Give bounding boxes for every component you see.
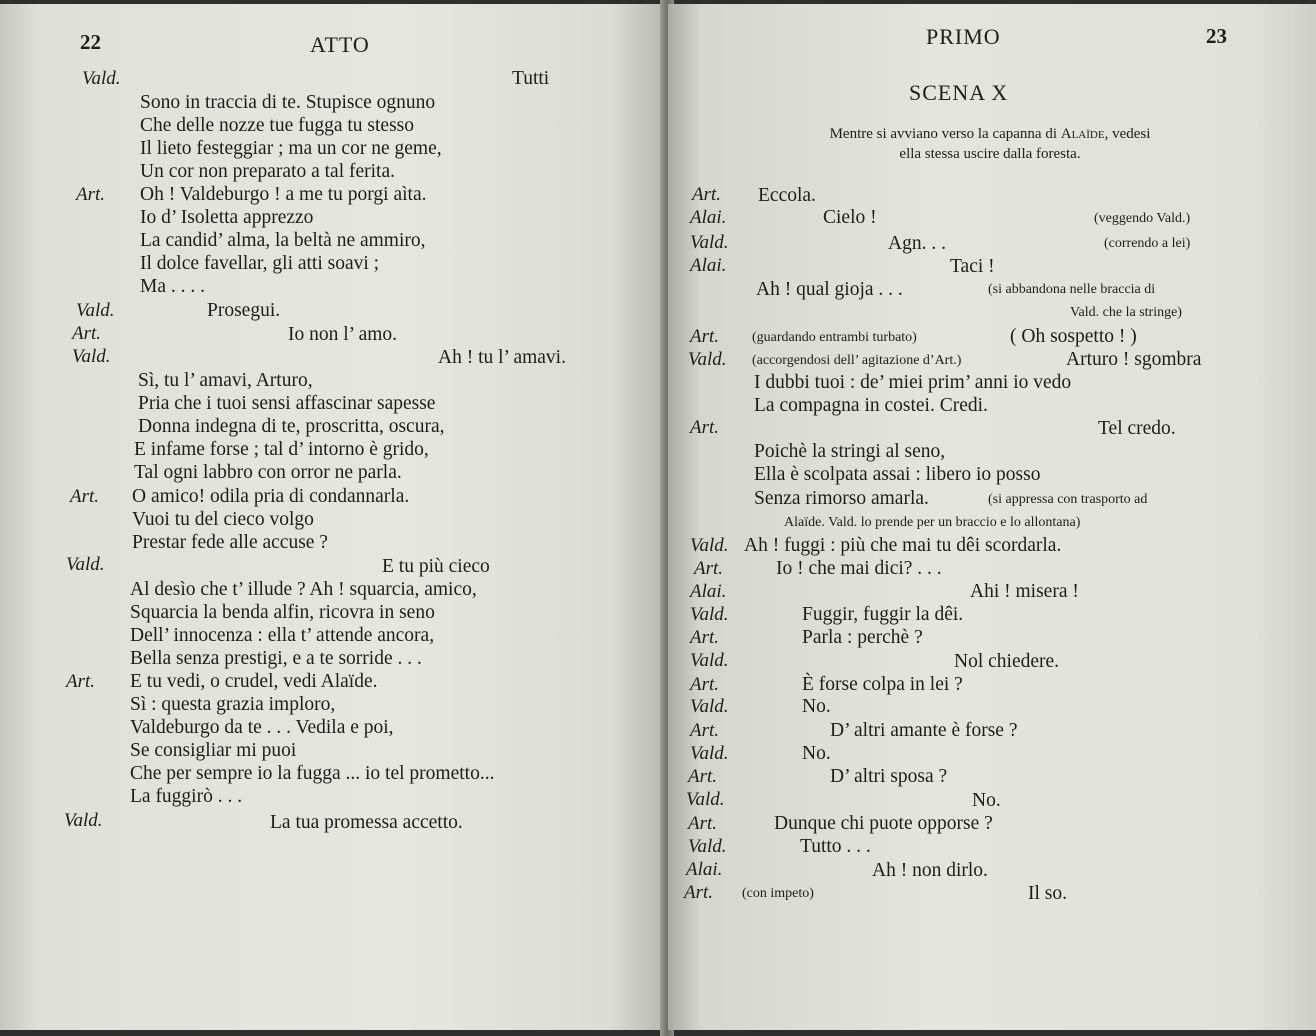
speaker: Art. (690, 720, 720, 741)
speaker: Vald. (690, 696, 729, 717)
speaker: Vald. (688, 349, 727, 370)
speaker: Art. (690, 674, 720, 695)
stage-direction-note: (si abbandona nelle braccia di (988, 282, 1156, 297)
speaker: Vald. (66, 554, 105, 575)
stage-direction-note: (correndo a lei) (1104, 236, 1191, 251)
verse-line: Bella senza prestigi, e a te sorride . . . (130, 648, 422, 669)
verse-line: Fuggir, fuggir la dêi. (802, 604, 964, 625)
speaker: Vald. (64, 810, 103, 831)
verse-line: Io non l’ amo. (288, 324, 398, 345)
speaker: Art. (688, 766, 718, 787)
verse-line: Prosegui. (207, 300, 281, 321)
verse-line: Ma . . . . (140, 276, 205, 297)
verse-line: E tu più cieco (382, 556, 490, 577)
speaker: Vald. (686, 789, 725, 810)
stage-direction (710, 124, 1270, 164)
verse-line: Oh ! Valdeburgo ! a me tu porgi aìta. (140, 184, 427, 205)
verse-line: Donna indegna di te, proscritta, oscura, (138, 416, 445, 437)
verse-line: Squarcia la benda alfin, ricovra in seno (130, 602, 435, 623)
verse-line: Ella è scolpata assai : libero io posso (754, 464, 1041, 485)
verse-line: Prestar fede alle accuse ? (132, 532, 328, 553)
verse-line: Nol chiedere. (954, 651, 1060, 672)
verse-line: Eccola. (758, 185, 816, 206)
verse-line: Senza rimorso amarla. (754, 488, 929, 509)
speaker: Alai. (690, 255, 727, 276)
speaker: Vald. (690, 604, 729, 625)
stage-direction-note: (guardando entrambi turbato) (752, 330, 917, 345)
verse-line: La tua promessa accetto. (270, 812, 463, 833)
speaker: Alai. (686, 859, 723, 880)
verse-line: Pria che i tuoi sensi affascinar sapesse (138, 393, 436, 414)
verse-line: Taci ! (950, 256, 995, 277)
verse-line: E tu vedi, o crudel, vedi Alaïde. (130, 671, 378, 692)
stage-direction-text: , vedesi (1104, 126, 1151, 142)
speaker: Vald. (688, 836, 727, 857)
speaker: Art. (692, 184, 722, 205)
verse-line: Io ! che mai dici? . . . (776, 558, 942, 579)
right-page (668, 4, 1316, 1030)
speaker: Vald. (690, 743, 729, 764)
verse-line: Io d’ Isoletta apprezzo (140, 207, 314, 228)
stage-direction-note: (si appressa con trasporto ad (988, 492, 1148, 507)
verse-line: I dubbi tuoi : de’ miei prim’ anni io vedo (754, 372, 1072, 393)
verse-line: Tutti (512, 68, 550, 89)
speaker: Art. (690, 627, 720, 648)
verse-line: Tal ogni labbro con orror ne parla. (134, 462, 402, 483)
speaker: Vald. (690, 232, 729, 253)
speaker: Art. (76, 184, 106, 205)
verse-line: ( Oh sospetto ! ) (1010, 326, 1137, 347)
speaker: Art. (66, 671, 96, 692)
speaker: Art. (684, 882, 714, 903)
speaker: Art. (70, 486, 100, 507)
stage-direction-text: Mentre si avviano verso la capanna di (829, 126, 1057, 142)
verse-line: No. (802, 743, 831, 764)
stage-direction-note: Vald. che la stringe) (1070, 305, 1182, 320)
speaker: Art. (690, 326, 720, 347)
verse-line: È forse colpa in lei ? (802, 674, 963, 695)
speaker: Alai. (690, 581, 727, 602)
speaker: Vald. (76, 300, 115, 321)
verse-line: La fuggirò . . . (130, 786, 243, 807)
stage-direction-note: (con impeto) (742, 886, 814, 901)
left-page (0, 4, 664, 1030)
page-number-left: 22 (80, 30, 101, 54)
speaker: Art. (688, 813, 718, 834)
speaker: Art. (72, 323, 102, 344)
verse-line: Poichè la stringi al seno, (754, 441, 946, 462)
verse-line: Che delle nozze tue fugga tu stesso (140, 115, 414, 136)
speaker: Vald. (690, 650, 729, 671)
stage-direction-note: (accorgendosi dell’ agitazione d’Art.) (752, 353, 962, 368)
running-head-right: PRIMO (926, 24, 1001, 49)
verse-line: Il so. (1028, 883, 1067, 904)
verse-line: Cielo ! (823, 207, 877, 228)
verse-line: La candid’ alma, la beltà ne ammiro, (140, 230, 426, 251)
page-number-right: 23 (1206, 24, 1227, 48)
verse-line: Ah ! tu l’ amavi. (438, 347, 566, 368)
speaker: Vald. (82, 68, 121, 89)
verse-line: Ah ! non dirlo. (872, 860, 988, 881)
verse-line: Agn. . . (888, 233, 946, 254)
verse-line: Un cor non preparato a tal ferita. (140, 161, 396, 182)
verse-line: Ah ! qual gioja . . . (756, 279, 903, 300)
verse-line: Sì : questa grazia imploro, (130, 694, 336, 715)
verse-line: Dunque chi puote opporse ? (774, 813, 993, 834)
stage-direction-text: ella stessa uscire dalla foresta. (899, 146, 1081, 162)
speaker: Art. (690, 417, 720, 438)
speaker: Vald. (690, 535, 729, 556)
verse-line: Dell’ innocenza : ella t’ attende ancora, (130, 625, 435, 646)
verse-line: No. (802, 696, 831, 717)
verse-line: Tel credo. (1098, 418, 1176, 439)
verse-line: D’ altri amante è forse ? (830, 720, 1018, 741)
verse-line: Sì, tu l’ amavi, Arturo, (138, 370, 313, 391)
stage-direction-note: Alaïde. Vald. lo prende per un braccio e lo allontana) (784, 515, 1081, 530)
verse-line: Il dolce favellar, gli atti soavi ; (140, 253, 380, 274)
verse-line: Parla : perchè ? (802, 627, 923, 648)
verse-line: Ahi ! misera ! (970, 581, 1079, 602)
stage-direction-note: (veggendo Vald.) (1094, 211, 1191, 226)
verse-line: O amico! odila pria di condannarla. (132, 486, 410, 507)
verse-line: Tutto . . . (800, 836, 871, 857)
speaker: Vald. (72, 346, 111, 367)
scene-title: SCENA X (909, 80, 1009, 105)
verse-line: No. (972, 790, 1001, 811)
verse-line: D’ altri sposa ? (830, 766, 948, 787)
verse-line: Vuoi tu del cieco volgo (132, 509, 314, 530)
running-head-left: ATTO (310, 32, 370, 57)
speaker: Alai. (690, 207, 727, 228)
verse-line: Al desìo che t’ illude ? Ah ! squarcia, amico, (130, 579, 477, 600)
verse-line: E infame forse ; tal d’ intorno è grido, (134, 439, 429, 460)
verse-line: Ah ! fuggi : più che mai tu dêi scordarla. (744, 535, 1062, 556)
verse-line: Arturo ! sgombra (1066, 349, 1202, 370)
verse-line: La compagna in costei. Credi. (754, 395, 988, 416)
character-name: Alaïde (1060, 126, 1105, 142)
verse-line: Che per sempre io la fugga ... io tel prometto... (130, 763, 495, 784)
verse-line: Se consigliar mi puoi (130, 740, 297, 761)
speaker: Art. (694, 558, 724, 579)
verse-line: Sono in traccia di te. Stupisce ognuno (140, 92, 436, 113)
verse-line: Valdeburgo da te . . . Vedila e poi, (130, 717, 394, 738)
verse-line: Il lieto festeggiar ; ma un cor ne geme, (140, 138, 442, 159)
